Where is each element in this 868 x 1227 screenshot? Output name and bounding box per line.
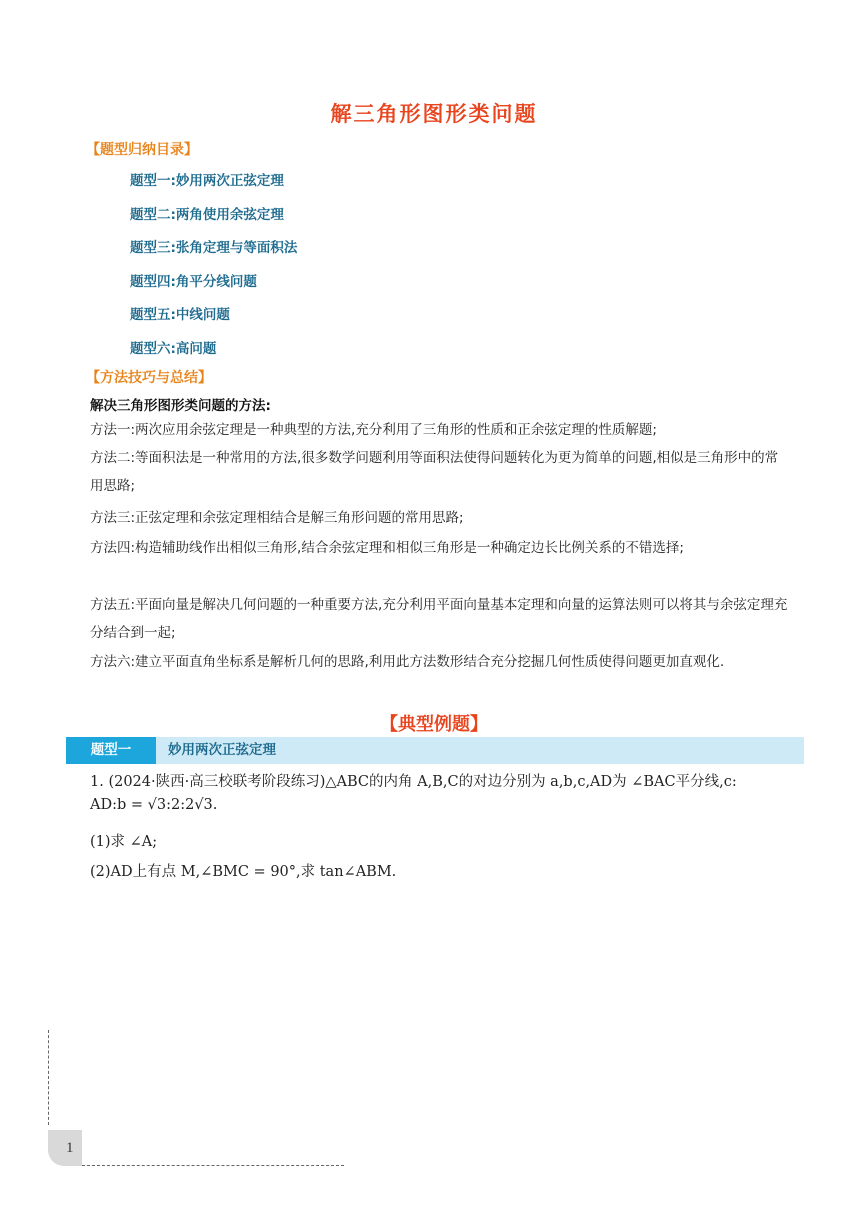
problem-part2: (2)AD上有点 M,∠BMC = 90°,求 tan∠ABM. [90,864,397,880]
method-4: 方法四:构造辅助线作出相似三角形,结合余弦定理和相似三角形是一种确定边长比例关系的不错选择; [90,540,684,556]
problem-statement-line2: AD:b = √3:2:2√3. [90,797,218,813]
method-2: 方法二:等面积法是一种常用的方法,很多数学问题利用等面积法使得问题转化为更为简单的问题,相似是三角形中的常用思路; [90,450,779,494]
toc-item-3: 题型三:张角定理与等面积法 [130,240,298,256]
section-tag: 题型一 [66,737,156,764]
examples-heading: 【典型例题】 [380,714,488,735]
method-5: 方法五:平面向量是解决几何问题的一种重要方法,充分利用平面向量基本定理和向量的运算法则可以将其与余弦定理充分结合到一起; [90,597,788,641]
page-corner-horizontal-dash [82,1165,344,1166]
toc-item-5: 题型五:中线问题 [130,307,230,323]
method-6: 方法六:建立平面直角坐标系是解析几何的思路,利用此方法数形结合充分挖掘几何性质使得问题更加直观化. [90,654,725,670]
problem-part1: (1)求 ∠A; [90,834,158,850]
problem-statement-line1: 1. (2024·陕西·高三校联考阶段练习)△ABC的内角 A,B,C的对边分别为 a,b,c,AD为 ∠BAC平分线,c: [90,774,737,790]
page-corner-vertical-dash [48,1030,49,1125]
section-name: 妙用两次正弦定理 [168,742,276,758]
methods-heading: 【方法技巧与总结】 [86,370,212,386]
toc-item-4: 题型四:角平分线问题 [130,274,257,290]
toc-item-2: 题型二:两角使用余弦定理 [130,207,284,223]
methods-intro: 解决三角形图形类问题的方法: [90,398,271,414]
toc-item-1: 题型一:妙用两次正弦定理 [130,173,284,189]
page-number: 1 [48,1130,82,1166]
method-3: 方法三:正弦定理和余弦定理相结合是解三角形问题的常用思路; [90,510,464,526]
method-1: 方法一:两次应用余弦定理是一种典型的方法,充分利用了三角形的性质和正余弦定理的性质解题; [90,422,657,438]
document-title: 解三角形图形类问题 [330,102,538,126]
toc-item-6: 题型六:高问题 [130,341,217,357]
toc-heading: 【题型归纳目录】 [86,142,198,158]
